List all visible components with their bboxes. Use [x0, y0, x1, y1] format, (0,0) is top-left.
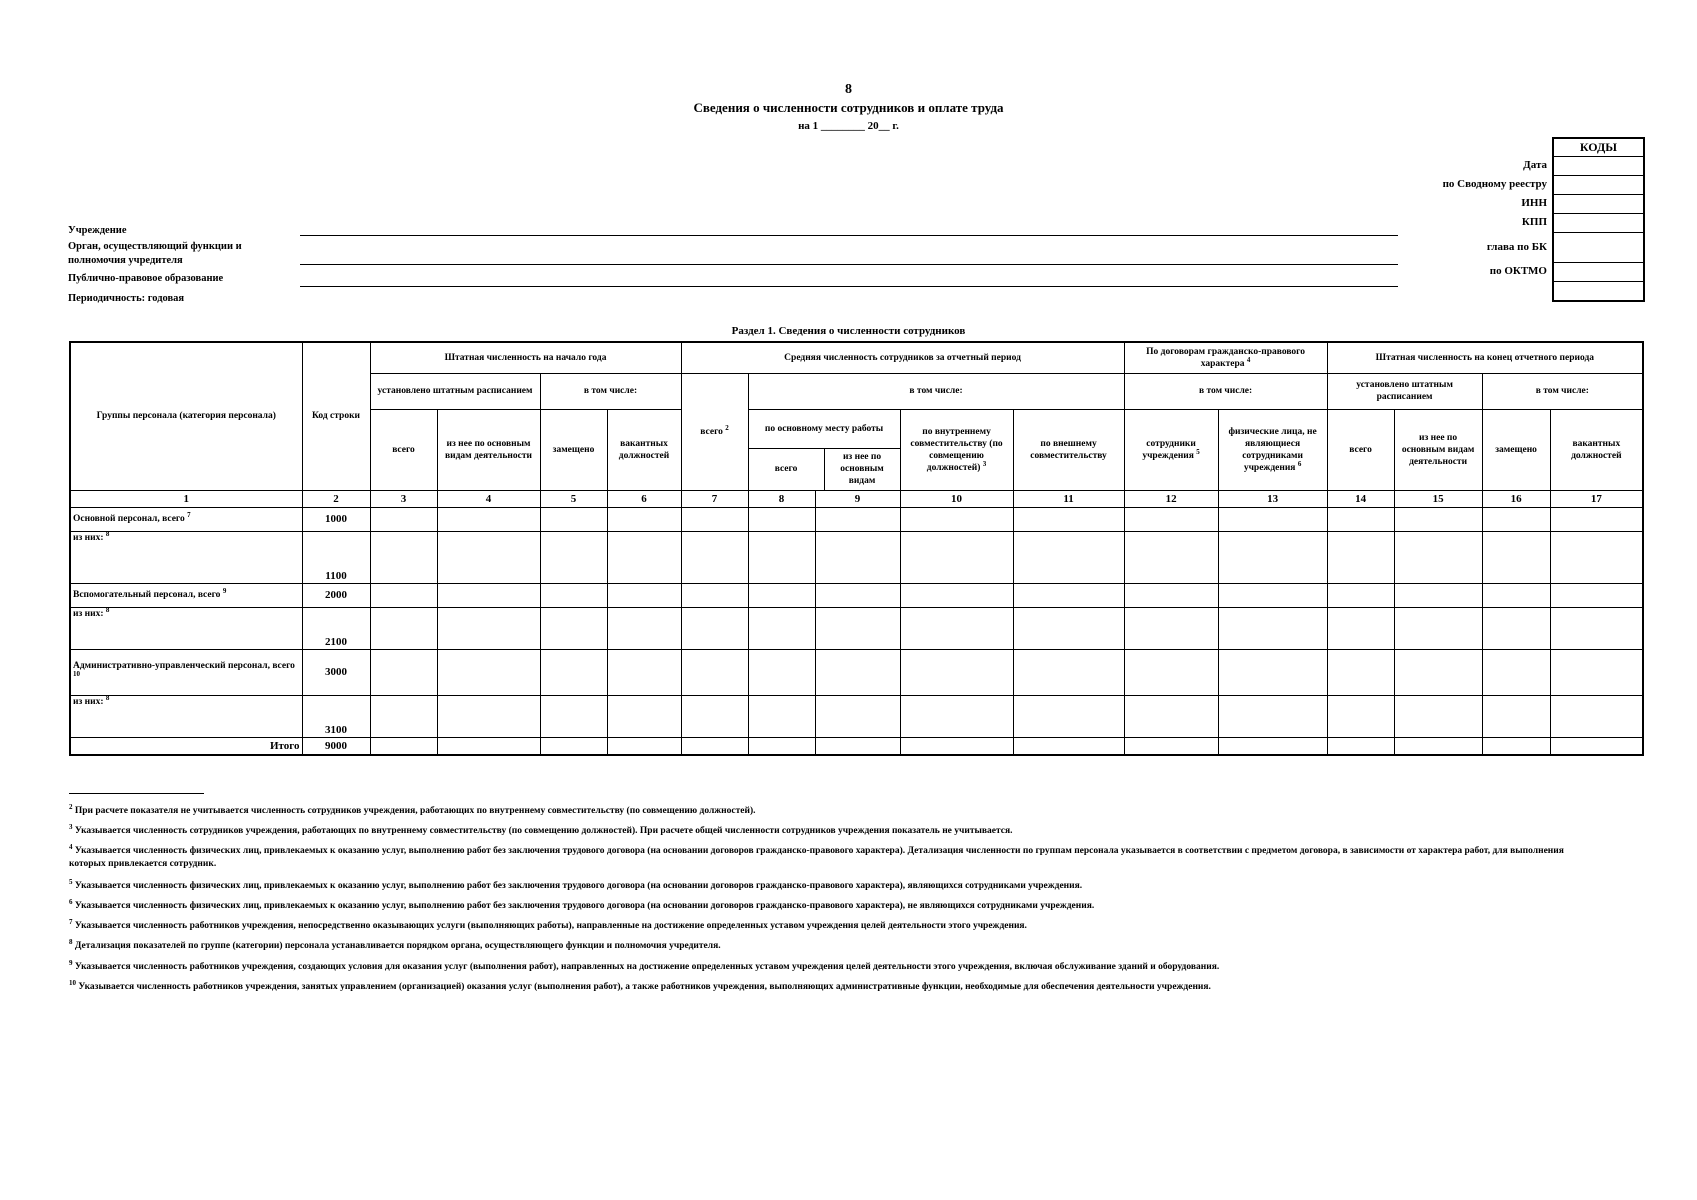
data-cell[interactable]: [1013, 649, 1124, 695]
row-label: Основной персонал, всего $^7$: [70, 507, 302, 531]
column-number: 15: [1394, 490, 1482, 507]
table-row: [70, 607, 1643, 649]
data-cell[interactable]: [437, 695, 540, 737]
code-field-extra[interactable]: [1554, 282, 1643, 300]
column-number: 4: [437, 490, 540, 507]
data-cell[interactable]: [815, 649, 900, 695]
footnote: [69, 802, 1589, 818]
section-title: Раздел 1. Сведения о численности сотрудников: [731, 325, 966, 337]
data-cell[interactable]: [1482, 531, 1550, 583]
row-code: 2100: [302, 607, 370, 649]
data-cell[interactable]: [1394, 583, 1482, 607]
header-end-main: из нее по основным видам деятельности: [1394, 409, 1482, 490]
data-cell[interactable]: [681, 583, 748, 607]
column-number: 7: [681, 490, 748, 507]
row-code: 1000: [302, 507, 370, 531]
footnote: [69, 877, 1589, 893]
staff-table: [69, 341, 1644, 756]
footnote-text: Указывается численность физических лиц, привлекаемых к оказанию услуг, выполнению работ без заключения трудового договора (на основании договоров гражданско-правового характера). Детализация численности по группам персонала указывается в соответствии с предметом договора, в зависимости от характера работ, для выполнения которых привлекается сотрудник.: [69, 846, 1564, 869]
footnote: [69, 958, 1589, 974]
footnote-text: Указывается численность работников учреждения, занятых управлением (организацией) оказания услуг (выполнения работ), а также работников учреждения, выполняющих административные функции, необходимые для обеспечения деятельности учреждения.: [78, 982, 1211, 992]
column-number: 11: [1013, 490, 1124, 507]
header-main-place-label: по основному месту работы: [749, 410, 900, 449]
data-cell[interactable]: [1550, 649, 1643, 695]
data-cell[interactable]: [437, 531, 540, 583]
data-cell[interactable]: [1218, 507, 1327, 531]
authority-field[interactable]: [300, 264, 1398, 265]
row-code: 3000: [302, 649, 370, 695]
document-title: Сведения о численности сотрудников и оплате труда: [693, 100, 1004, 115]
codes-box: [1552, 137, 1645, 302]
column-number: 8: [748, 490, 815, 507]
footnote-mark: 2: [69, 802, 73, 811]
data-cell[interactable]: [1394, 607, 1482, 649]
footnote-mark: 8: [69, 937, 73, 946]
data-cell[interactable]: [1482, 607, 1550, 649]
total-code: 9000: [302, 737, 370, 755]
column-number: 2: [302, 490, 370, 507]
data-cell[interactable]: [681, 649, 748, 695]
column-number: 1: [70, 490, 302, 507]
data-cell[interactable]: [1013, 737, 1124, 755]
header-non-employees: физические лица, не являющиеся сотрудниками учреждения $^6$: [1218, 409, 1327, 490]
data-cell[interactable]: [815, 737, 900, 755]
data-cell[interactable]: [815, 607, 900, 649]
data-cell[interactable]: [607, 737, 681, 755]
header-incl-avg: в том числе:: [748, 373, 1124, 409]
data-cell[interactable]: [900, 607, 1013, 649]
footnote: [69, 917, 1589, 933]
data-cell[interactable]: [1218, 583, 1327, 607]
data-cell[interactable]: [370, 737, 437, 755]
footnote: [69, 978, 1589, 994]
column-number-row: [70, 490, 1643, 507]
data-cell[interactable]: [748, 649, 815, 695]
data-cell[interactable]: [748, 737, 815, 755]
data-cell[interactable]: [1327, 507, 1394, 531]
data-cell[interactable]: [1327, 531, 1394, 583]
header-start-vacant: вакантных должностей: [607, 409, 681, 490]
footnote-text: При расчете показателя не учитывается численность сотрудников учреждения, работающих по внутреннему совместительству (по совмещению должностей).: [74, 806, 756, 816]
periodicity-label: Периодичность: годовая: [68, 293, 185, 304]
data-cell[interactable]: [540, 583, 607, 607]
code-label-registry: по Сводному реестру: [1442, 178, 1547, 190]
data-cell[interactable]: [748, 583, 815, 607]
data-cell[interactable]: [1550, 583, 1643, 607]
code-field-oktmo[interactable]: [1554, 263, 1643, 282]
data-cell[interactable]: [370, 583, 437, 607]
data-cell[interactable]: [540, 531, 607, 583]
data-cell[interactable]: [370, 531, 437, 583]
document-date-line: на 1 ________ 20__ г.: [798, 120, 899, 132]
table-row: [70, 695, 1643, 737]
code-label-inn: ИНН: [1521, 197, 1547, 209]
institution-label: Учреждение: [68, 225, 127, 236]
data-cell[interactable]: [1327, 695, 1394, 737]
data-cell[interactable]: [1482, 695, 1550, 737]
column-number: 9: [815, 490, 900, 507]
data-cell[interactable]: [1550, 507, 1643, 531]
header-employees: сотрудники учреждения $^5$: [1124, 409, 1218, 490]
footnote: [69, 822, 1589, 838]
footnote-mark: 10: [69, 978, 76, 987]
table-row: [70, 583, 1643, 607]
data-cell[interactable]: [681, 507, 748, 531]
header-main-place-inner: [749, 410, 900, 490]
column-number: 6: [607, 490, 681, 507]
data-cell[interactable]: [748, 507, 815, 531]
data-cell[interactable]: [900, 507, 1013, 531]
column-number: 3: [370, 490, 437, 507]
footnote-text: Указывается численность работников учреждения, создающих условия для оказания услуг (выполнения работ), направленных на достижение определенных уставом учреждения целей деятельности этого учреждения, включая обслуживание зданий и оборудования.: [74, 962, 1220, 972]
column-number: 17: [1550, 490, 1643, 507]
codes-labels: [1443, 156, 1547, 281]
code-label-kpp: КПП: [1521, 216, 1547, 228]
data-cell[interactable]: [607, 583, 681, 607]
data-cell[interactable]: [1482, 507, 1550, 531]
footnote: [69, 897, 1589, 913]
table-row: [70, 507, 1643, 531]
footnote-mark: 4: [69, 842, 73, 851]
data-cell[interactable]: [1124, 507, 1218, 531]
data-cell[interactable]: [900, 583, 1013, 607]
data-cell[interactable]: [900, 531, 1013, 583]
data-cell[interactable]: [900, 695, 1013, 737]
code-field-inn[interactable]: [1554, 195, 1643, 214]
header-end-period: Штатная численность на конец отчетного периода: [1327, 342, 1643, 373]
row-label: Вспомогательный персонал, всего $^9$: [70, 583, 302, 607]
authority-label-line1: Орган, осуществляющий функции и: [68, 241, 242, 252]
header-avg-total: всего $^2$: [681, 373, 748, 490]
data-cell[interactable]: [370, 507, 437, 531]
data-cell[interactable]: [1124, 607, 1218, 649]
data-cell[interactable]: [815, 507, 900, 531]
footnote-mark: 7: [69, 917, 73, 926]
header-start-main: из нее по основным видам деятельности: [437, 409, 540, 490]
header-established-end: установлено штатным расписанием: [1327, 373, 1482, 409]
column-number: 5: [540, 490, 607, 507]
data-cell[interactable]: [437, 737, 540, 755]
data-cell[interactable]: [681, 737, 748, 755]
header-end-filled: замещено: [1482, 409, 1550, 490]
header-established-start: установлено штатным расписанием: [370, 373, 540, 409]
column-number: 13: [1218, 490, 1327, 507]
data-cell[interactable]: [681, 695, 748, 737]
header-code: Код строки: [302, 342, 370, 490]
data-cell[interactable]: [370, 695, 437, 737]
header-gph: По договорам гражданско-правового характера $^4$: [1124, 342, 1327, 373]
data-cell[interactable]: [900, 737, 1013, 755]
data-cell[interactable]: [607, 531, 681, 583]
row-label: из них: $^8$: [70, 531, 302, 583]
data-cell[interactable]: [370, 649, 437, 695]
data-cell[interactable]: [437, 649, 540, 695]
data-cell[interactable]: [1550, 695, 1643, 737]
data-cell[interactable]: [1013, 695, 1124, 737]
data-cell[interactable]: [540, 649, 607, 695]
authority-label-line2: полномочия учредителя: [68, 255, 183, 266]
header-start-year: Штатная численность на начало года: [370, 342, 681, 373]
data-cell[interactable]: [607, 649, 681, 695]
header-start-filled: замещено: [540, 409, 607, 490]
footnote: [69, 842, 1589, 871]
data-cell[interactable]: [1124, 531, 1218, 583]
data-cell[interactable]: [1218, 649, 1327, 695]
row-label: из них: $^8$: [70, 607, 302, 649]
public-entity-field[interactable]: [300, 286, 1398, 287]
data-cell[interactable]: [1218, 607, 1327, 649]
data-cell[interactable]: [607, 507, 681, 531]
footnote-text: Указывается численность работников учреждения, непосредственно оказывающих услуги (выполняющих работы), направленные на достижение определенных уставом учреждения целей деятельности этого учреждения.: [74, 921, 1027, 931]
data-cell[interactable]: [1550, 531, 1643, 583]
code-field-kpp[interactable]: [1554, 214, 1643, 233]
institution-field[interactable]: [300, 235, 1398, 236]
data-cell[interactable]: [1394, 531, 1482, 583]
data-cell[interactable]: [437, 583, 540, 607]
header-incl-gph: в том числе:: [1124, 373, 1327, 409]
data-cell[interactable]: [1394, 507, 1482, 531]
data-cell[interactable]: [1550, 607, 1643, 649]
header-main-place-kinds: из нее по основным видам: [840, 452, 884, 486]
data-cell[interactable]: [1013, 583, 1124, 607]
header-internal: по внутреннему совместительству (по совмещению должностей) $^3$: [900, 409, 1013, 490]
code-field-date[interactable]: [1554, 157, 1643, 176]
data-cell[interactable]: [815, 695, 900, 737]
row-code: 3100: [302, 695, 370, 737]
footnote-rule: [69, 793, 204, 794]
data-cell[interactable]: [681, 531, 748, 583]
data-cell[interactable]: [540, 607, 607, 649]
footnote-mark: 6: [69, 897, 73, 906]
code-label-bk: глава по БК: [1486, 241, 1547, 253]
data-cell[interactable]: [1482, 737, 1550, 755]
data-cell[interactable]: [540, 695, 607, 737]
column-number: 12: [1124, 490, 1218, 507]
data-cell[interactable]: [748, 695, 815, 737]
page-number: 8: [845, 82, 852, 97]
data-cell[interactable]: [1327, 649, 1394, 695]
data-cell[interactable]: [607, 607, 681, 649]
column-number: 16: [1482, 490, 1550, 507]
data-cell[interactable]: [1124, 583, 1218, 607]
header-incl-end: в том числе:: [1482, 373, 1643, 409]
data-cell[interactable]: [1482, 583, 1550, 607]
row-label: Административно-управленческий персонал, всего $^{10}$: [70, 649, 302, 695]
data-cell[interactable]: [1482, 649, 1550, 695]
footnote-mark: 5: [69, 877, 73, 886]
header-main-place-total: всего: [749, 448, 825, 490]
data-cell[interactable]: [1013, 531, 1124, 583]
header-avg: Средняя численность сотрудников за отчетный период: [681, 342, 1124, 373]
table-row: [70, 531, 1643, 583]
data-cell[interactable]: [540, 507, 607, 531]
footnote-mark: 9: [69, 958, 73, 967]
data-cell[interactable]: [1218, 531, 1327, 583]
column-number: 14: [1327, 490, 1394, 507]
header-external: по внешнему совместительству: [1013, 409, 1124, 490]
header-group: Группы персонала (категория персонала): [70, 342, 302, 490]
data-cell[interactable]: [437, 507, 540, 531]
total-label: Итого: [269, 739, 300, 752]
data-cell[interactable]: [748, 531, 815, 583]
footnote: [69, 937, 1589, 953]
data-cell[interactable]: [815, 531, 900, 583]
data-cell[interactable]: [1394, 737, 1482, 755]
data-cell[interactable]: [815, 583, 900, 607]
row-code: 2000: [302, 583, 370, 607]
table-row: [70, 649, 1643, 695]
row-label: из них: $^8$: [70, 695, 302, 737]
footnote-mark: 3: [69, 822, 73, 831]
data-cell[interactable]: [1327, 583, 1394, 607]
data-cell[interactable]: [1327, 607, 1394, 649]
data-cell[interactable]: [607, 695, 681, 737]
data-cell[interactable]: [437, 607, 540, 649]
total-row: [70, 737, 1643, 755]
data-cell[interactable]: [1394, 649, 1482, 695]
data-cell[interactable]: [540, 737, 607, 755]
header-end-total: всего: [1327, 409, 1394, 490]
data-cell[interactable]: [370, 607, 437, 649]
data-cell[interactable]: [1218, 737, 1327, 755]
header-main-place: [748, 409, 900, 490]
footnote-text: Указывается численность физических лиц, привлекаемых к оказанию услуг, выполнению работ без заключения трудового договора (на основании договоров гражданско-правового характера), являющихся сотрудниками учреждения.: [74, 881, 1083, 891]
code-field-registry[interactable]: [1554, 176, 1643, 195]
footnote-text: Указывается численность сотрудников учреждения, работающих по внутреннему совместительству (по совмещению должностей). При расчете общей численности сотрудников учреждения показатель не учитывается.: [74, 826, 1013, 836]
data-cell[interactable]: [1218, 695, 1327, 737]
data-cell[interactable]: [1327, 737, 1394, 755]
code-label-oktmo: по ОКТМО: [1489, 265, 1547, 277]
footnote-text: Указывается численность физических лиц, привлекаемых к оказанию услуг, выполнению работ без заключения трудового договора (на основании договоров гражданско-правового характера), не являющихся сотрудниками учреждения.: [74, 901, 1095, 911]
data-cell[interactable]: [1550, 737, 1643, 755]
data-cell[interactable]: [748, 607, 815, 649]
data-cell[interactable]: [681, 607, 748, 649]
data-cell[interactable]: [1124, 737, 1218, 755]
data-cell[interactable]: [900, 649, 1013, 695]
header-incl-start: в том числе:: [540, 373, 681, 409]
header-end-vacant: вакантных должностей: [1550, 409, 1643, 490]
data-cell[interactable]: [1013, 507, 1124, 531]
code-label-date: Дата: [1523, 159, 1547, 171]
footnote-text: Детализация показателей по группе (категории) персонала устанавливается порядком органа, осуществляющего функции и полномочия учредителя.: [74, 941, 721, 951]
data-cell[interactable]: [1013, 607, 1124, 649]
data-cell[interactable]: [1124, 695, 1218, 737]
row-code: 1100: [302, 531, 370, 583]
header-start-total: всего: [370, 409, 437, 490]
codes-header: КОДЫ: [1554, 139, 1643, 157]
public-entity-label: Публично-правовое образование: [68, 273, 224, 284]
code-field-bk[interactable]: [1554, 233, 1643, 263]
column-number: 10: [900, 490, 1013, 507]
data-cell[interactable]: [1394, 695, 1482, 737]
data-cell[interactable]: [1124, 649, 1218, 695]
